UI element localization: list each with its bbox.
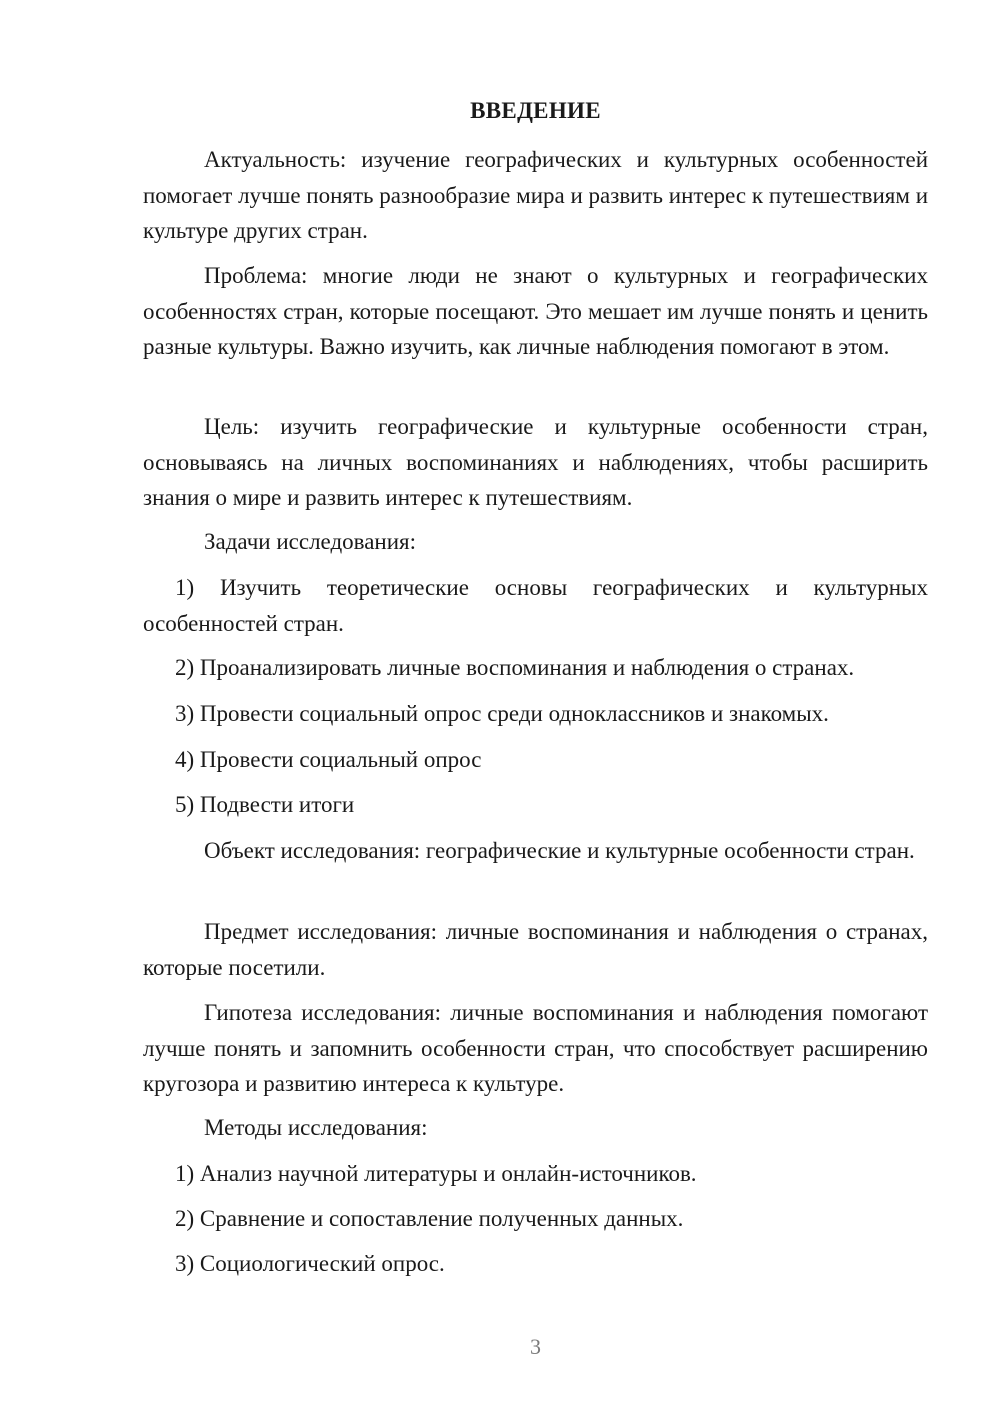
task-item-5: 5) Подвести итоги <box>175 792 355 817</box>
page-number: 3 <box>530 1334 541 1359</box>
method-item-3: 3) Социологический опрос. <box>175 1251 445 1276</box>
subject-paragraph: Предмет исследования: личные воспоминания и наблюдения о странах, которые посетили. <box>143 919 928 980</box>
goal-paragraph: Цель: изучить географические и культурные особенности стран, основываясь на личных воспоминаниях и наблюдениях, чтобы расширить знания о мире и развить интерес к путешествиям. <box>143 414 928 510</box>
methods-heading: Методы исследования: <box>204 1115 428 1140</box>
section-title: ВВЕДЕНИЕ <box>470 98 601 123</box>
method-item-2: 2) Сравнение и сопоставление полученных данных. <box>175 1206 684 1231</box>
task-item-1: 1) Изучить теоретические основы географических и культурных особенностей стран. <box>143 575 928 636</box>
relevance-paragraph: Актуальность: изучение географических и культурных особенностей помогает лучше понять разнообразие мира и развить интерес к путешествиям и культуре других стран. <box>143 147 928 243</box>
hypothesis-paragraph: Гипотеза исследования: личные воспоминания и наблюдения помогают лучше понять и запомнить особенности стран, что способствует расширению кругозора и развитию интереса к культуре. <box>143 1000 928 1096</box>
object-paragraph: Объект исследования: географические и культурные особенности стран. <box>204 838 915 863</box>
tasks-heading: Задачи исследования: <box>204 529 417 554</box>
document-page <box>143 0 928 1414</box>
method-item-1: 1) Анализ научной литературы и онлайн-источников. <box>175 1161 697 1186</box>
task-item-3: 3) Провести социальный опрос среди одноклассников и знакомых. <box>175 701 829 726</box>
task-item-2: 2) Проанализировать личные воспоминания и наблюдения о странах. <box>175 655 855 680</box>
problem-paragraph: Проблема: многие люди не знают о культурных и географических особенностях стран, которые посещают. Это мешает им лучше понять и ценить разные культуры. Важно изучить, как личные наблюдения помогают в этом. <box>143 263 928 359</box>
task-item-4: 4) Провести социальный опрос <box>175 747 482 772</box>
